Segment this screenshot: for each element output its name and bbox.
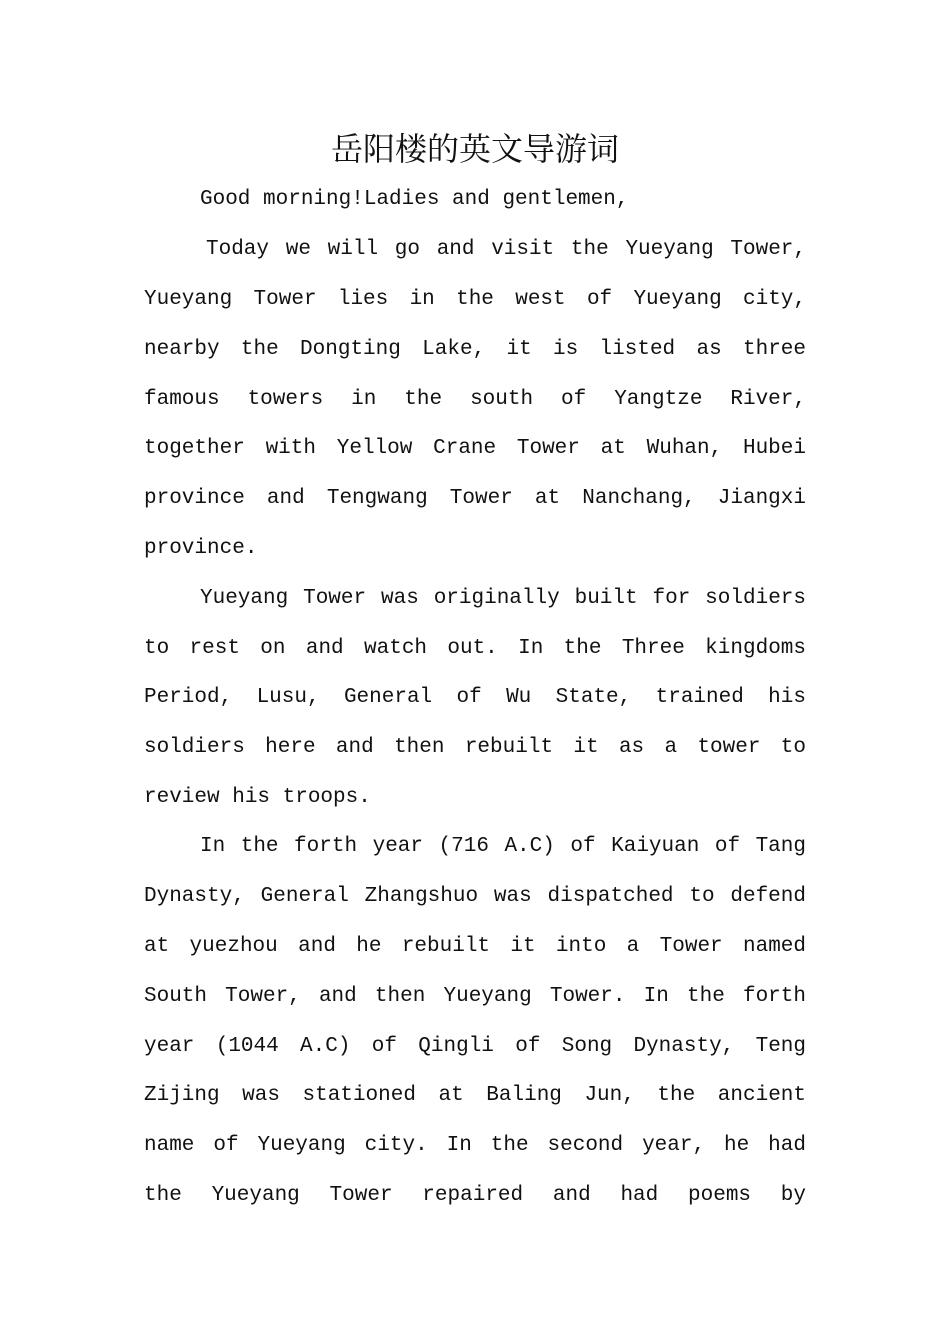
text-line: together with Yellow Crane Tower at Wuhan, Hubei — [144, 437, 806, 460]
text-line: Period, Lusu, General of Wu State, trained his — [144, 686, 806, 709]
text-line: province and Tengwang Tower at Nanchang, Jiangxi — [144, 487, 806, 510]
text-line: Today we will go and visit the Yueyang Tower, — [206, 238, 806, 261]
text-line: famous towers in the south of Yangtze River, — [144, 388, 806, 411]
text-line: Dynasty, General Zhangshuo was dispatched to defend — [144, 885, 806, 908]
text-line: to rest on and watch out. In the Three kingdoms — [144, 637, 806, 660]
page-title: 岳阳楼的英文导游词 — [330, 130, 619, 168]
text-line: year (1044 A.C) of Qingli of Song Dynasty, Teng — [144, 1035, 806, 1058]
text-line: name of Yueyang city. In the second year, he had — [144, 1134, 806, 1157]
text-line: nearby the Dongting Lake, it is listed as three — [144, 338, 806, 361]
text-line: province. — [144, 537, 258, 560]
text-line: at yuezhou and he rebuilt it into a Tower named — [144, 935, 806, 958]
text-line: review his troops. — [144, 786, 371, 809]
text-line: the Yueyang Tower repaired and had poems by — [144, 1184, 806, 1207]
text-line: Zijing was stationed at Baling Jun, the ancient — [144, 1084, 806, 1107]
text-line: Good morning!Ladies and gentlemen, — [200, 188, 629, 211]
text-line: soldiers here and then rebuilt it as a tower to — [144, 736, 806, 759]
text-line: Yueyang Tower was originally built for soldiers — [200, 587, 806, 610]
text-line: Yueyang Tower lies in the west of Yueyang city, — [144, 288, 806, 311]
text-line: In the forth year (716 A.C) of Kaiyuan of Tang — [200, 835, 806, 858]
text-line: South Tower, and then Yueyang Tower. In the forth — [144, 985, 806, 1008]
